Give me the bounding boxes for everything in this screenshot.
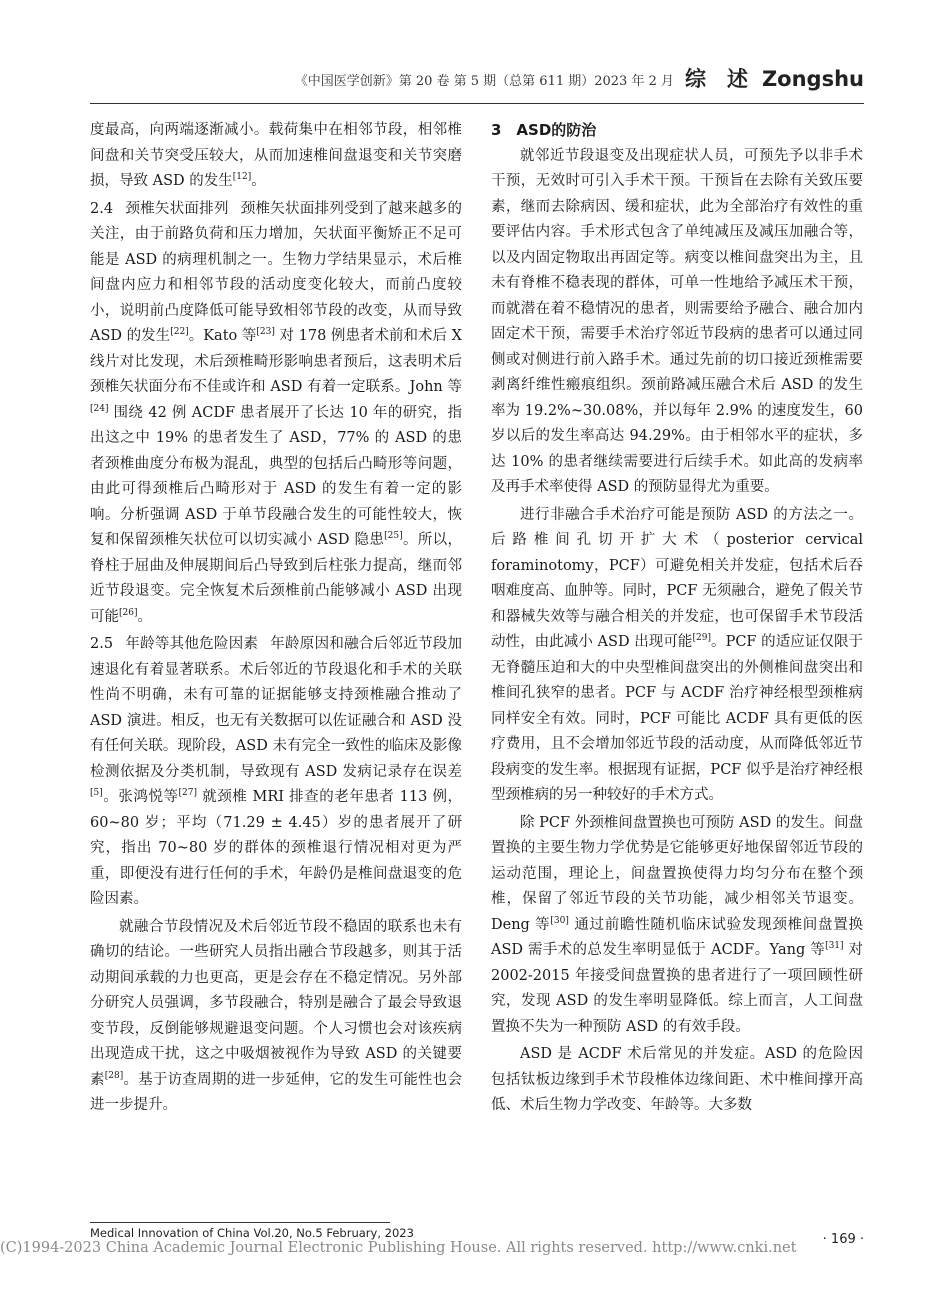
citation: [25] — [384, 531, 403, 541]
citation: [5] — [90, 788, 103, 798]
citation: [12] — [232, 172, 252, 182]
citation: [31] — [825, 941, 844, 951]
citation: [28] — [104, 1070, 124, 1081]
citation: [30] — [550, 915, 569, 926]
page-number: · 169 · — [822, 1232, 864, 1247]
journal-citation: 《中国医学创新》第 20 卷 第 5 期（总第 611 期）2023 年 2 月 — [294, 74, 674, 89]
section-number: 2.4 — [90, 200, 114, 217]
citation: [27] — [178, 788, 198, 798]
section-2-5: 2.5 年龄等其他危险因素 年龄原因和融合后邻近节段加速退化有着显著联系。术后邻近的节段退化和手术的关联性尚不明确，未有可靠的证据能够支持颈椎融合推动了 ASD 演进。相反，也无有关数据可以佐证融合和 ASD 没有任何关联。现阶段，ASD 未有完全一致性的临床及影像检测依据及分类机制，导致现有 ASD 发病记录存在误差[5]。张鸿悦等[27] 就颈椎 MRI 排查的老年患者 113 例，60~80 岁；平均（71.29 ± 4.45）岁的患者展开了研究，指出 70~80 岁的群体的颈椎退行情况相对更为严重，即便没有进行任何的手术，年龄仍是椎间盘退变的危险因素。 — [90, 636, 463, 907]
section-number: 2.5 — [90, 636, 114, 652]
header-rule — [90, 103, 864, 104]
paragraph: 除 PCF 外颈椎间盘置换也可预防 ASD 的发生。间盘置换的主要生物力学优势是它能够更好地保留邻近节段的运动范围，理论上，间盘置换使得力均匀分布在整个颈椎，保留了邻近节段的关节功能，减少相邻关节退变。Deng 等[30] 通过前瞻性随机临床试验发现颈椎间盘置换 ASD 需手术的总发生率明显低于 ACDF。Yang 等[31] 对 2002-2015 年接受间盘置换的患者进行了一项回顾性研究，发现 ASD 的发生率明显降低。综上而言，人工间盘置换不失为一种预防 ASD 的有效手段。 — [491, 814, 864, 1035]
citation: [23] — [256, 327, 275, 337]
paragraph: 度最高，向两端逐渐减小。载荷集中在相邻节段，相邻椎间盘和关节突受压较大，从而加速椎间盘退变和关节突磨损，导致 ASD 的发生[12]。 — [90, 122, 462, 189]
paragraph: 进行非融合手术治疗可能是预防 ASD 的方法之一。后路椎间孔切开扩大术（posterior cervical foraminotomy，PCF）可避免相关并发症，包括术后吞咽难度高、血肿等。同时，PCF 无须融合，避免了假关节和器械失效等与融合相关的并发症，也可保留手术节段活动性，由此减小 ASD 出现可能[29]。PCF 的适应证仅限于无脊髓压迫和大的中央型椎间盘突出的外侧椎间盘突出和椎间孔狭窄的患者。PCF 与 ACDF 治疗神经根型颈椎病同样安全有效。同时，PCF 可能比 ACDF 具有更低的医疗费用，且不会增加邻近节段的活动度，从而降低邻近节段病变的发生率。根据现有证据，PCF 似乎是治疗神经根型颈椎病的另一种较好的手术方式。 — [491, 506, 863, 803]
section-title: 颈椎矢状面排列 — [125, 200, 229, 217]
section-label-cn: 综 述 — [684, 67, 748, 91]
footer-journal: Medical Innovation of China Vol.20, No.5 February, 2023 — [90, 1226, 414, 1240]
paragraph: 就融合节段情况及术后邻近节段不稳固的联系也未有确切的结论。一些研究人员指出融合节段越多，则其于活动期间承载的力也更高，更是会存在不稳定情况。另外部分研究人员强调，多节段融合，特别是融合了最会导致退变节段，反倒能够规避退变问题。个人习惯也会对该疾病出现造成干扰，这之中吸烟被视作为导致 ASD 的关键要素[28]。基于访查周期的进一步延伸，它的发生可能性也会进一步提升。 — [90, 918, 463, 1113]
citation: [29] — [692, 633, 711, 643]
copyright-watermark: (C)1994-2023 China Academic Journal Electronic Publishing House. All rights reserved. http://www.cnki.net — [0, 1240, 797, 1256]
footer-rule — [90, 1222, 390, 1223]
paragraph: ASD 是 ACDF 术后常见的并发症。ASD 的危险因包括钛板边缘到手术节段椎体边缘间距、术中椎间撑开高低、术后生物力学改变、年龄等。大多数 — [491, 1046, 863, 1113]
citation: [26] — [119, 607, 138, 618]
section-label-en: Zongshu — [761, 67, 864, 91]
citation: [24] — [90, 403, 109, 414]
page-header — [90, 58, 864, 104]
section-title: 年龄等其他危险因素 — [125, 636, 259, 652]
section-heading-3: 3 ASD的防治 — [491, 121, 597, 139]
section-label — [685, 63, 864, 93]
right-column — [491, 118, 863, 1119]
left-column — [90, 118, 462, 1119]
citation: [22] — [170, 327, 189, 337]
section-2-4: 2.4 颈椎矢状面排列 颈椎矢状面排列受到了越来越多的关注，由于前路负荷和压力增加，矢状面平衡矫正不足可能是 ASD 的病理机制之一。生物力学结果显示，术后椎间盘内应力和相邻节段的活动度变化较大，而前凸度较小，说明前凸度降低可能导致相邻节段的改变，从而导致 ASD 的发生[22]。Kato 等[23] 对 178 例患者术前和术后 X 线片对比发现，术后颈椎畸形影响患者预后，这表明术后颈椎矢状面分布不佳或许和 ASD 有着一定联系。John 等[24] 围绕 42 例 ACDF 患者展开了长达 10 年的研究，指出这之中 19% 的患者发生了 ASD，77% 的 ASD 的患者颈椎曲度分布极为混乱，典型的包括后凸畸形等问题，由此可得颈椎后凸畸形对于 ASD 的发生有着一定的影响。分析强调 ASD 于单节段融合发生的可能性较大，恢复和保留颈椎矢状位可以切实减小 ASD 隐患[25]。所以，脊柱于屈曲及伸展期间后凸导致到后柱张力提高，继而邻近节段退变。完全恢复术后颈椎前凸能够减小 ASD 出现可能[26]。 — [90, 200, 463, 625]
paragraph: 就邻近节段退变及出现症状人员，可预先予以非手术干预，无效时可引入手术干预。干预旨在去除有关致压要素，继而去除病因、缓和症状，此为全部治疗有效性的重要评估内容。手术形式包含了单纯减压及减压加融合等，以及内固定物取出再固定等。病变以椎间盘突出为主，且未有脊椎不稳表现的群体，可单一性地给予减压术干预，而就潜在着不稳情况的患者，则需要给予融合、融合加内固定术干预，需要手术治疗邻近节段病的患者可以通过同侧或对侧进行前入路手术。通过先前的切口接近颈椎需要剥离纤维性瘢痕组织。颈前路减压融合术后 ASD 的发生率为 19.2%~30.08%，并以每年 2.9% 的速度发生，60 岁以后的发生率高达 94.29%。由于相邻水平的症状，多达 10% 的患者继续需要进行后续手术。如此高的发病率及再手术率使得 ASD 的预防显得尤为重要。 — [491, 147, 863, 495]
